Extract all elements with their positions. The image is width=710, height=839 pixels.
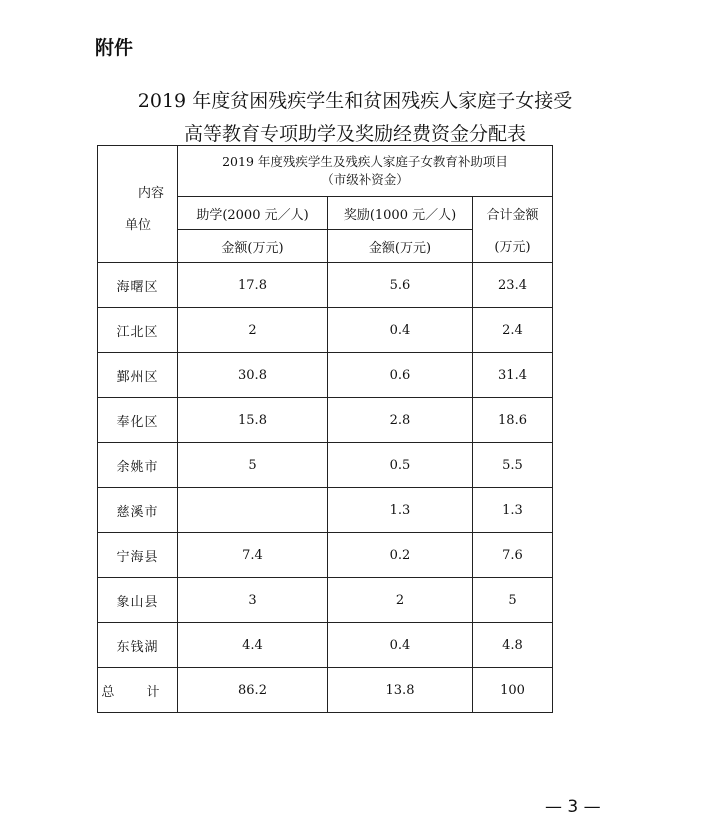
reward-amount-cell: 13.8 [328, 668, 473, 713]
page-number: — 3 — [545, 797, 601, 817]
document-title-line-1: 2019 年度贫困残疾学生和贫困残疾人家庭子女接受 [137, 90, 573, 112]
reward-amount-cell: 5.6 [328, 263, 473, 308]
col-header-aid: 助学(2000 元／人) [178, 197, 328, 230]
corner-top-label: 内容 [138, 186, 165, 201]
unit-cell: 象山县 [98, 578, 178, 623]
table-row [98, 488, 553, 533]
unit-cell: 东钱湖 [98, 623, 178, 668]
group-header-cell [178, 146, 553, 197]
total-amount-cell: 5 [473, 578, 553, 623]
table-row [98, 533, 553, 578]
unit-cell: 余姚市 [98, 443, 178, 488]
reward-amount-cell: 0.4 [328, 308, 473, 353]
document-title-line-2: 高等教育专项助学及奖励经费资金分配表 [183, 123, 526, 145]
total-amount-cell: 7.6 [473, 533, 553, 578]
unit-cell: 宁海县 [98, 533, 178, 578]
corner-bottom-label: 单位 [125, 218, 152, 233]
reward-amount-cell: 2 [328, 578, 473, 623]
unit-cell: 总 计 [98, 668, 178, 713]
table-row [98, 668, 553, 713]
table-row [98, 308, 553, 353]
total-amount-cell: 4.8 [473, 623, 553, 668]
total-amount-cell: 1.3 [473, 488, 553, 533]
allocation-table [97, 145, 553, 713]
table-row [98, 398, 553, 443]
total-amount-cell: 23.4 [473, 263, 553, 308]
unit-cell: 奉化区 [98, 398, 178, 443]
aid-amount-cell: 3 [178, 578, 328, 623]
aid-amount-cell: 17.8 [178, 263, 328, 308]
table-row [98, 623, 553, 668]
group-header-line-2: （市级补资金） [321, 172, 409, 187]
reward-amount-cell: 0.5 [328, 443, 473, 488]
aid-amount-cell: 4.4 [178, 623, 328, 668]
unit-cell: 鄞州区 [98, 353, 178, 398]
table-header-row-main [98, 146, 553, 197]
reward-amount-cell: 1.3 [328, 488, 473, 533]
total-amount-cell: 18.6 [473, 398, 553, 443]
aid-amount-cell: 86.2 [178, 668, 328, 713]
aid-amount-cell: 5 [178, 443, 328, 488]
aid-amount-cell: 7.4 [178, 533, 328, 578]
table-row [98, 263, 553, 308]
aid-amount-cell: 2 [178, 308, 328, 353]
unit-cell: 慈溪市 [98, 488, 178, 533]
aid-amount-cell [178, 488, 328, 533]
total-amount-cell: 31.4 [473, 353, 553, 398]
total-amount-cell: 5.5 [473, 443, 553, 488]
reward-amount-cell: 2.8 [328, 398, 473, 443]
col-header-total-line-1: 合计金额 [473, 197, 553, 230]
amount-label-aid: 金额(万元) [178, 230, 328, 263]
corner-header-cell [98, 146, 178, 263]
amount-label-reward: 金额(万元) [328, 230, 473, 263]
aid-amount-cell: 15.8 [178, 398, 328, 443]
table-row [98, 353, 553, 398]
total-amount-cell: 2.4 [473, 308, 553, 353]
attachment-label: 附件 [95, 37, 134, 59]
total-amount-cell: 100 [473, 668, 553, 713]
col-header-reward: 奖励(1000 元／人) [328, 197, 473, 230]
reward-amount-cell: 0.2 [328, 533, 473, 578]
table-row [98, 443, 553, 488]
aid-amount-cell: 30.8 [178, 353, 328, 398]
table-row [98, 578, 553, 623]
reward-amount-cell: 0.6 [328, 353, 473, 398]
col-header-total-line-2: (万元) [473, 230, 553, 263]
unit-cell: 海曙区 [98, 263, 178, 308]
reward-amount-cell: 0.4 [328, 623, 473, 668]
group-header-line-1: 2019 年度残疾学生及残疾人家庭子女教育补助项目 [222, 154, 508, 169]
unit-cell: 江北区 [98, 308, 178, 353]
